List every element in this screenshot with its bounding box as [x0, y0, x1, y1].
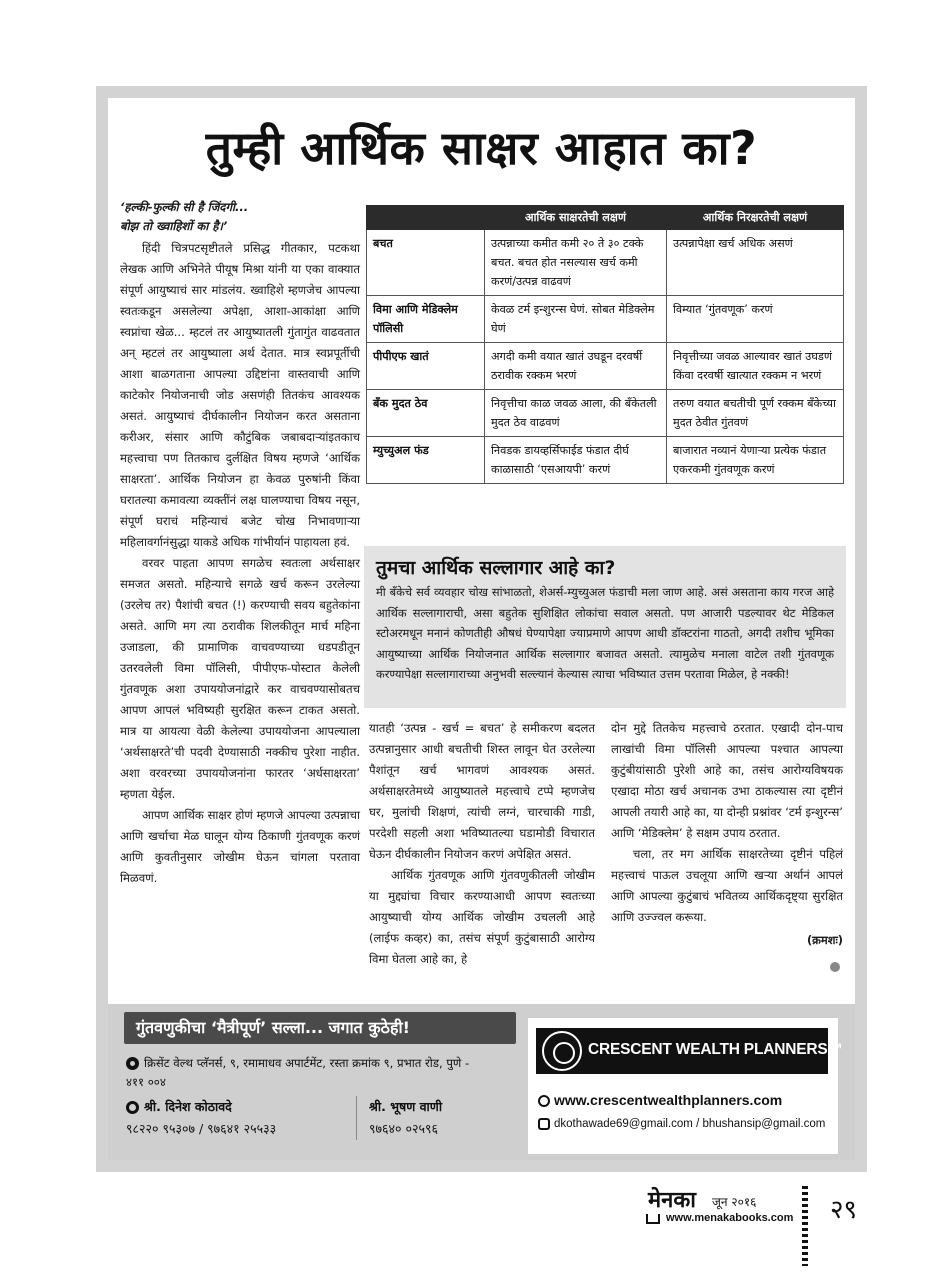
literate-cell: अगदी कमी वयात खातं उघडून दरवर्षी ठरावीक रक्कम भरणं — [485, 343, 667, 390]
logo-text: CRESCENT WEALTH PLANNERS™ — [588, 1041, 843, 1058]
right-paragraph: चला, तर मग आर्थिक साक्षरतेच्या दृष्टीनं पहिलं महत्त्वाचं पाऊल उचलूया आणि खऱ्या अर्थानं आपलं आणि आपल्या कुटुंबाचं भवितव्य आर्थिकदृष्ट्या सुरक्षित आणि उज्ज्वल करूया. — [611, 847, 843, 924]
table-header-blank — [367, 206, 485, 230]
company-emails[interactable] — [538, 1118, 825, 1130]
table-row — [367, 230, 844, 296]
issue-month: जून २०१६ — [712, 1195, 757, 1209]
article-frame — [96, 86, 867, 1172]
ad-tagline: गुंतवणुकीचा ‘मैत्रीपूर्ण’ सल्ला... जगात कुठेही! — [124, 1012, 516, 1044]
advisor-title: तुमचा आर्थिक सल्लागार आहे का? — [376, 557, 616, 579]
row-label: बचत — [367, 230, 485, 296]
illiterate-cell: विम्यात ‘गुंतवणूक’ करणं — [667, 296, 844, 343]
left-paragraph: वरवर पाहता आपण सगळेच स्वतःला अर्थसाक्षर समजत असतो. महिन्याचे सगळे खर्च करून उरलेल्या (उरलेच तर) पैशांची बचत (!) करण्याची सवय बहुतेकांना असते. आणि मग त्या ठरावीक शिलकीतून मार्च महिना उजाडला, की प्रामाणिक वाचवण्याच्या धडपडीतून उतरवलेली विमा पॉलिसी, पीपीएफ-पोस्टात केलेली गुंतवणूक अशा उपाययोजनांद्वारे कर वाचवण्यासोबतच आपण आपलं भविष्यही सुरक्षित करून टाकत असतो. मात्र या आयत्या वेळी केलेल्या उपाययोजना आपल्याला ‘अर्थसाक्षरते’ची पदवी देण्यासाठी नक्कीच पुरेशा नाहीत. अशा वरवरच्या उपाययोजनांना फारतर ‘अर्धसाक्षरता’ म्हणता येईल. — [120, 556, 360, 801]
table-header-row — [367, 206, 844, 230]
literate-cell: केवळ टर्म इन्शुरन्स घेणं. सोबत मेडिक्लेम घेणं — [485, 296, 667, 343]
contact-phones: ९८२२० ९५३०७ / ९७६४१ २५५३३ — [126, 1121, 277, 1136]
right-column — [611, 718, 843, 951]
magazine-logo: मेनका — [648, 1187, 696, 1213]
divider-bar — [802, 1186, 808, 1266]
cart-icon — [646, 1214, 660, 1224]
mail-icon — [538, 1118, 550, 1130]
illiterate-cell: उत्पन्नापेक्षा खर्च अधिक असणं — [667, 230, 844, 296]
opening-quote: ‘हल्की-फुल्की सी है जिंदगी... बोझ तो ख्वाहिशों का है।’ — [120, 200, 249, 233]
globe-icon — [538, 1095, 550, 1107]
article-title: तुम्ही आर्थिक साक्षर आहात का? — [205, 121, 758, 175]
row-label: विमा आणि मेडिक्लेम पॉलिसी — [367, 296, 485, 343]
advisor-text: मी बँकेचे सर्व व्यवहार चोख सांभाळतो, शेअर्स-म्युच्युअल फंडाची मला जाण आहे. असं असताना काय गरज आहे आर्थिक सल्लागाराची, असा बहुतेक सुशिक्षित लोकांचा सवाल असतो. पण आजारी पडल्यावर थेट मेडिकल स्टोअरमधून मनानं कोणतीही औषधं घेण्यापेक्षा ज्याप्रमाणे आपण आधी डॉक्टरांना गाठतो, अगदी तशीच भूमिका आयुष्याच्या आर्थिक नियोजनात आर्थिक सल्लागार बजावत असतो. त्यामुळेच मनाला वाटेल तशी गुंतवणूक करण्यापेक्षा सल्लागाराच्या अनुभवी सल्ल्यानं केल्यास त्याचा भविष्यात उत्तम परतावा मिळेल, हे नक्की! — [376, 585, 834, 681]
literate-cell: निवडक डायव्हर्सिफाईड फंडात दीर्घ काळासाठी ‘एसआयपी’ करणं — [485, 437, 667, 484]
right-paragraph: दोन मुद्दे तितकेच महत्त्वाचे ठरतात. एखादी दोन-पाच लाखांची विमा पॉलिसी आपल्या पश्चात आपल्या कुटुंबीयांसाठी पुरेशी आहे का, तसंच आरोग्यविषयक एखादा मोठा खर्च अचानक उभा ठाकल्यास त्या दृष्टीनं आपली तयारी आहे का, या दोन्ही प्रश्नांवर ‘टर्म इन्शुरन्स’ आणि ‘मेडिक्लेम’ हे सक्षम उपाय ठरतात. — [611, 721, 843, 840]
row-label: पीपीएफ खातं — [367, 343, 485, 390]
illiterate-cell: तरुण वयात बचतीची पूर्ण रक्कम बँकेच्या मुदत ठेवीत गुंतवणं — [667, 390, 844, 437]
left-paragraph: आपण आर्थिक साक्षर होणं म्हणजे आपल्या उत्पन्नाचा आणि खर्चाचा मेळ घालून योग्य ठिकाणी गुंतवणूक करणं आणि कुवतीनुसार जोखीम घेऊन चांगला परतावा मिळवणं. — [120, 808, 360, 885]
middle-column — [369, 718, 595, 970]
table-header-literate: आर्थिक साक्षरतेची लक्षणं — [485, 206, 667, 230]
contact-bhushan — [356, 1096, 506, 1140]
contact-name: श्री. दिनेश कोठावदे — [144, 1099, 232, 1114]
continued-label: (क्रमशः) — [806, 933, 843, 947]
end-dot-icon — [830, 962, 840, 972]
contact-dinesh — [126, 1096, 346, 1140]
illiterate-cell: बाजारात नव्यानं येणाऱ्या प्रत्येक फंडात एकरकमी गुंतवणूक करणं — [667, 437, 844, 484]
crescent-emblem-icon — [542, 1031, 582, 1071]
location-pin-icon — [126, 1057, 139, 1070]
table-header-illiterate: आर्थिक निरक्षरतेची लक्षणं — [667, 206, 844, 230]
ad-address — [126, 1054, 486, 1092]
company-card — [528, 1018, 843, 1154]
advertisement-band — [108, 1004, 855, 1160]
contact-name: श्री. भूषण वाणी — [369, 1099, 443, 1114]
company-website[interactable] — [538, 1092, 782, 1108]
table-row — [367, 437, 844, 484]
table-row — [367, 390, 844, 437]
email-text[interactable]: dkothawade69@gmail.com / bhushansip@gmail.com — [554, 1118, 826, 1131]
table-row — [367, 296, 844, 343]
left-paragraph: हिंदी चित्रपटसृष्टीतले प्रसिद्ध गीतकार, पटकथा लेखक आणि अभिनेते पीयूष मिश्रा यांनी या एका वाक्यात संपूर्ण आयुष्याचं सार मांडलंय. ख्वाहिशे म्हणजेच आपल्या स्वतःकडून असलेल्या अपेक्षा, आशा-आकांक्षा आणि स्वप्नांचा खेळ... म्हटलं तर आयुष्यातली गुंतागुंत वाढवतात अन् म्हटलं तर आयुष्याला अर्थ देतात. मात्र स्वप्नपूर्तीची आशा बाळगताना आपल्या उद्दिष्टांना वास्तवाची आणि काटेकोर नियोजनाची जोड असणंही तितकंच आवश्यक असतं. आयुष्याचं दीर्घकालीन नियोजन करत असताना करीअर, संसार आणि कौटुंबिक जबाबदाऱ्यांइतकाच महत्त्वाचा पण तितकाच दुर्लक्षित विषय म्हणजे ‘आर्थिक साक्षरता’. आर्थिक नियोजन हा केवळ पुरुषांनी किंवा घरातल्या कमावत्या व्यक्तींनं लक्ष घालण्याचा विषय नसून, संपूर्ण घराचं महिन्याचं बजेट चोख निभावणाऱ्या महिलावर्गानंसुद्धा याकडे अधिक गांभीर्यानं पाहायला हवं. — [120, 241, 360, 549]
literate-cell: निवृत्तीचा काळ जवळ आला, की बँकेतली मुदत ठेव वाढवणं — [485, 390, 667, 437]
literate-cell: उत्पन्नाच्या कमीत कमी २० ते ३० टक्के बचत. बचत होत नसल्यास खर्च कमी करणं/उत्पन्न वाढवणं — [485, 230, 667, 296]
row-label: म्युच्युअल फंड — [367, 437, 485, 484]
phone-icon — [126, 1101, 139, 1114]
article-body — [108, 98, 855, 1160]
mid-paragraph: यातही ‘उत्पन्न - खर्च = बचत’ हे समीकरण बदलत उत्पन्नानुसार आधी बचतीची शिस्त लावून घेत उरलेल्या पैशांतून खर्च भागवणं आवश्यक असतं. अर्थसाक्षरतेमध्ये आयुष्यातले महत्त्वाचे टप्पे म्हणजेच घर, मुलांची शिक्षणं, त्यांची लग्नं, चारचाकी गाडी, परदेशी सहली अशा भविष्यातल्या घडामोडी विचारात घेऊन दीर्घकालीन नियोजन करणं अपेक्षित असतं. — [369, 721, 595, 861]
magazine-website[interactable]: www.menakabooks.com — [666, 1212, 794, 1224]
contact-phones: ९७६४० ०२५९६ — [369, 1121, 438, 1136]
address-text: क्रिसेंट वेल्थ प्लॅनर्स, ९, रमामाधव अपार्टमेंट, रस्ता क्रमांक ९, प्रभात रोड, पुणे - ४११ ००४ — [126, 1056, 470, 1089]
mid-paragraph: आर्थिक गुंतवणूक आणि गुंतवणुकीतली जोखीम या मुद्द्यांचा विचार करण्याआधी आपण स्वतःच्या आयुष्याची योग्य आर्थिक जोखीम उचलली आहे (लाईफ कव्हर) का, तसंच संपूर्ण कुटुंबासाठी आरोग्य विमा घेतला आहे का, हे — [369, 868, 595, 966]
advisor-sidebar — [364, 546, 846, 708]
illiterate-cell: निवृत्तीच्या जवळ आल्यावर खातं उघडणं किंवा दरवर्षी खात्यात रक्कम न भरणं — [667, 343, 844, 390]
literacy-table — [366, 205, 844, 484]
left-column — [120, 198, 360, 889]
page-number: २९ — [830, 1195, 858, 1225]
row-label: बँक मुदत ठेव — [367, 390, 485, 437]
table-row — [367, 343, 844, 390]
company-logo — [536, 1028, 843, 1074]
website-text[interactable]: www.crescentwealthplanners.com — [554, 1092, 783, 1108]
